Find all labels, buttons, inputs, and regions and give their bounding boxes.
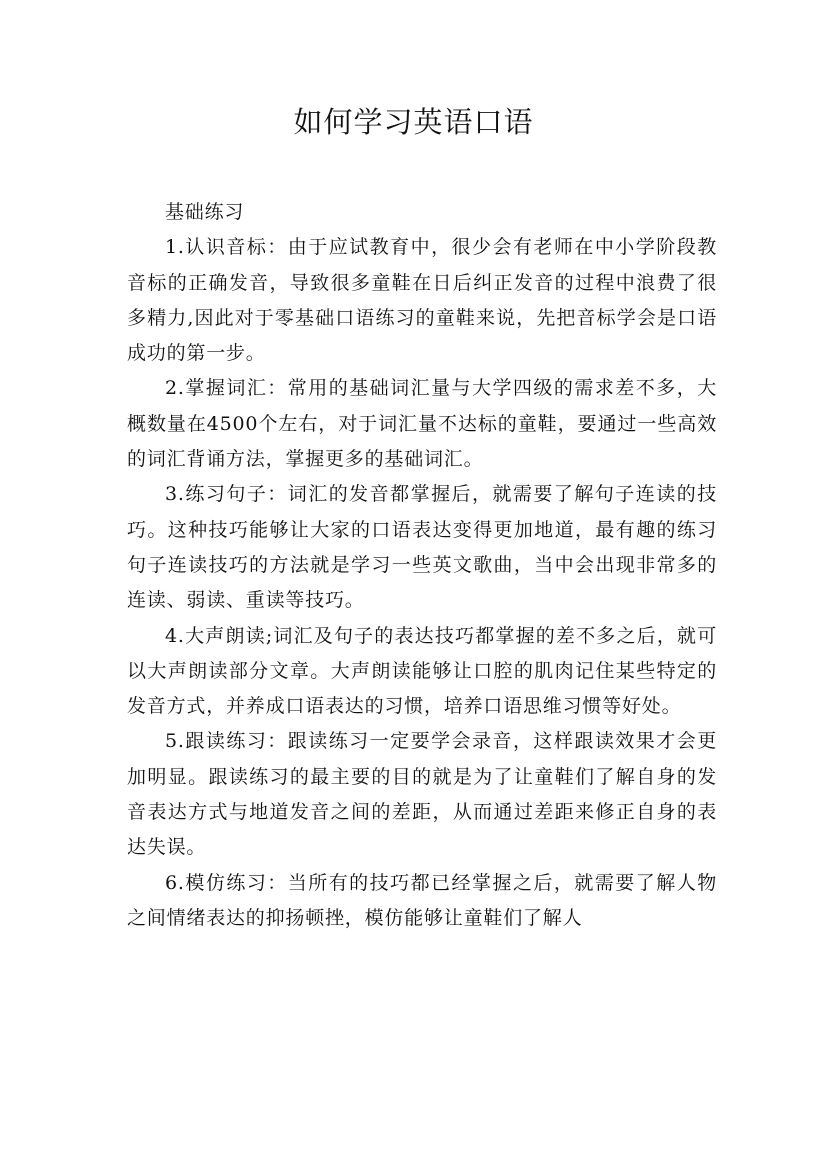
paragraph: 1.认识音标：由于应试教育中，很少会有老师在中小学阶段教音标的正确发音，导致很多童鞋在日后纠正发音的过程中浪费了很多精力,因此对于零基础口语练习的童鞋来说，先把音标学会是口语成功的第一步。: [127, 236, 717, 365]
document-title: 如何学习英语口语: [293, 105, 534, 139]
paragraph: 2.掌握词汇：常用的基础词汇量与大学四级的需求差不多，大概数量在4500个左右，对于词汇量不达标的童鞋，要通过一些高效的词汇背诵方法，掌握更多的基础词汇。: [127, 377, 717, 471]
section-heading: 基础练习: [165, 201, 245, 223]
paragraph: 5.跟读练习：跟读练习一定要学会录音，这样跟读效果才会更加明显。跟读练习的最主要的目的就是为了让童鞋们了解自身的发音表达方式与地道发音之间的差距，从而通过差距来修正自身的表达失误。: [127, 730, 717, 859]
document-body: [127, 195, 717, 936]
paragraph: 4.大声朗读;词汇及句子的表达技巧都掌握的差不多之后，就可以大声朗读部分文章。大声朗读能够让口腔的肌肉记住某些特定的发音方式，并养成口语表达的习惯，培养口语思维习惯等好处。: [127, 624, 717, 718]
paragraph: 3.练习句子：词汇的发音都掌握后，就需要了解句子连读的技巧。这种技巧能够让大家的口语表达变得更加地道，最有趣的练习句子连读技巧的方法就是学习一些英文歌曲，当中会出现非常多的连读、弱读、重读等技巧。: [127, 483, 717, 612]
paragraph: 6.模仿练习：当所有的技巧都已经掌握之后，就需要了解人物之间情绪表达的抑扬顿挫，模仿能够让童鞋们了解人: [127, 871, 717, 929]
